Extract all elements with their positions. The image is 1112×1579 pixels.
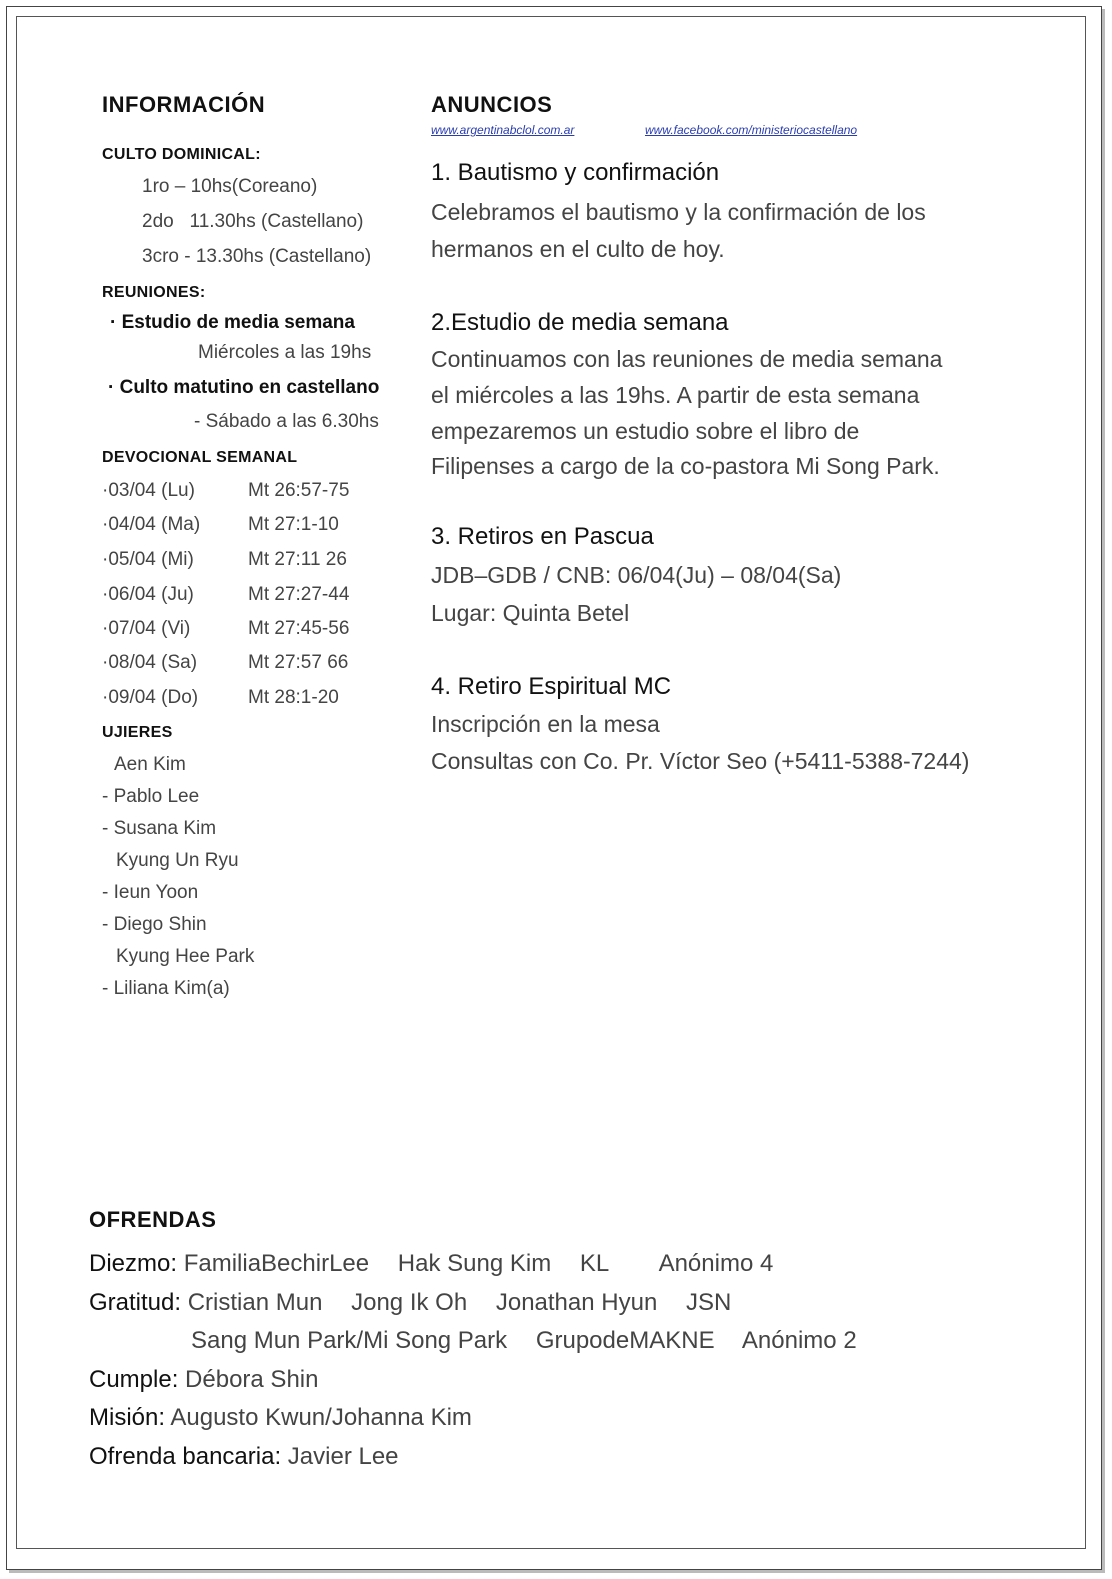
anuncio-4-head: 4. Retiro Espiritual MC — [431, 673, 672, 700]
gratitud-name-4: JSN — [685, 1289, 732, 1316]
anuncio-4-line-1: Inscripción en la mesa — [431, 711, 660, 737]
gratitud-name-7: Anónimo 2 — [741, 1327, 857, 1354]
anuncios-title: ANUNCIOS — [431, 92, 553, 117]
ujier-1: Aen Kim — [114, 754, 186, 775]
diezmo-name-1: FamiliaBechirLee — [183, 1250, 370, 1277]
anuncio-4-line-2: Consultas con Co. Pr. Víctor Seo (+5411-5388-7244) — [431, 748, 970, 774]
gratitud-line-1 — [89, 1289, 731, 1317]
devocional-day-7: ·09/04 (Do) — [102, 687, 199, 708]
gratitud-name-6: GrupodeMAKNE — [535, 1327, 715, 1354]
culto-line-1: 1ro – 10hs(Coreano) — [142, 176, 318, 197]
gratitud-line-2 — [191, 1327, 857, 1355]
diezmo-name-4: Anónimo 4 — [658, 1250, 774, 1277]
website-link[interactable]: www.argentinabclol.com.ar — [431, 123, 575, 137]
devocional-ref-3: Mt 27:11 26 — [248, 549, 347, 570]
ofrendas-title: OFRENDAS — [89, 1207, 217, 1232]
devocional-day-5: ·07/04 (Vi) — [102, 618, 191, 639]
anuncio-3-head: 3. Retiros en Pascua — [431, 523, 654, 550]
mision-name: Augusto Kwun/Johanna Kim — [170, 1404, 472, 1431]
facebook-link[interactable]: www.facebook.com/ministeriocastellano — [645, 123, 858, 137]
gratitud-name-5: Sang Mun Park/Mi Song Park — [191, 1327, 508, 1354]
reunion-2-time: - Sábado a las 6.30hs — [194, 411, 379, 432]
devocional-ref-4: Mt 27:27-44 — [248, 584, 350, 605]
cumple-name: Débora Shin — [185, 1366, 319, 1393]
diezmo-line — [89, 1250, 773, 1278]
bancaria-label: Ofrenda bancaria: — [89, 1443, 282, 1470]
devocional-ref-5: Mt 27:45-56 — [248, 618, 350, 639]
ujier-2: - Pablo Lee — [102, 786, 200, 807]
devocional-ref-7: Mt 28:1-20 — [248, 687, 339, 708]
culto-line-3: 3cro - 13.30hs (Castellano) — [142, 246, 372, 267]
anuncio-2-head: 2.Estudio de media semana — [431, 309, 729, 336]
anuncio-1-line-1: Celebramos el bautismo y la confirmación de los — [431, 199, 926, 225]
devocional-ref-6: Mt 27:57 66 — [248, 652, 349, 673]
anuncio-2-line-4: Filipenses a cargo de la co-pastora Mi Song Park. — [431, 453, 940, 479]
reuniones-title: REUNIONES: — [102, 284, 206, 301]
devocional-title: DEVOCIONAL SEMANAL — [102, 449, 298, 466]
anuncio-3-line-2: Lugar: Quinta Betel — [431, 600, 630, 626]
anuncio-3-line-1: JDB–GDB / CNB: 06/04(Ju) – 08/04(Sa) — [431, 562, 842, 588]
gratitud-name-3: Jonathan Hyun — [495, 1289, 658, 1316]
bancaria-name: Javier Lee — [287, 1443, 399, 1470]
bancaria-line — [89, 1443, 399, 1471]
gratitud-label: Gratitud: — [89, 1289, 182, 1316]
anuncio-2-line-3: empezaremos un estudio sobre el libro de — [431, 418, 860, 444]
ujier-3: - Susana Kim — [102, 818, 217, 839]
devocional-day-1: ·03/04 (Lu) — [102, 480, 195, 501]
anuncio-2-line-2: el miércoles a las 19hs. A partir de esta semana — [431, 382, 920, 408]
mision-label: Misión: — [89, 1404, 166, 1431]
ujier-7: Kyung Hee Park — [116, 946, 255, 967]
reunion-1-title: · Estudio de media semana — [110, 312, 355, 333]
reunion-1-time: Miércoles a las 19hs — [198, 342, 372, 363]
culto-title: CULTO DOMINICAL: — [102, 146, 261, 163]
reunion-2-title: · Culto matutino en castellano — [108, 377, 380, 398]
ujier-6: - Diego Shin — [102, 914, 207, 935]
devocional-day-3: ·05/04 (Mi) — [102, 549, 194, 570]
cumple-line — [89, 1366, 318, 1394]
culto-line-2: 2do 11.30hs (Castellano) — [142, 211, 364, 232]
devocional-ref-1: Mt 26:57-75 — [248, 480, 350, 501]
ujier-4: Kyung Un Ryu — [116, 850, 239, 871]
devocional-ref-2: Mt 27:1-10 — [248, 514, 339, 535]
ujier-8: - Liliana Kim(a) — [102, 978, 230, 999]
anuncio-2-line-1: Continuamos con las reuniones de media semana — [431, 346, 943, 372]
diezmo-name-2: Hak Sung Kim — [397, 1250, 552, 1277]
ujieres-title: UJIERES — [102, 724, 173, 741]
mision-line — [89, 1404, 472, 1432]
devocional-day-6: ·08/04 (Sa) — [102, 652, 198, 673]
info-title: INFORMACIÓN — [102, 92, 266, 117]
anuncio-1-line-2: hermanos en el culto de hoy. — [431, 236, 725, 262]
diezmo-label: Diezmo: — [89, 1250, 178, 1277]
cumple-label: Cumple: — [89, 1366, 179, 1393]
gratitud-name-1: Cristian Mun — [187, 1289, 323, 1316]
diezmo-name-3: KL — [579, 1250, 610, 1277]
ujier-5: - Ieun Yoon — [102, 882, 199, 903]
devocional-day-4: ·06/04 (Ju) — [102, 584, 194, 605]
devocional-day-2: ·04/04 (Ma) — [102, 514, 201, 535]
anuncio-1-head: 1. Bautismo y confirmación — [431, 159, 720, 186]
gratitud-name-2: Jong Ik Oh — [351, 1289, 468, 1316]
